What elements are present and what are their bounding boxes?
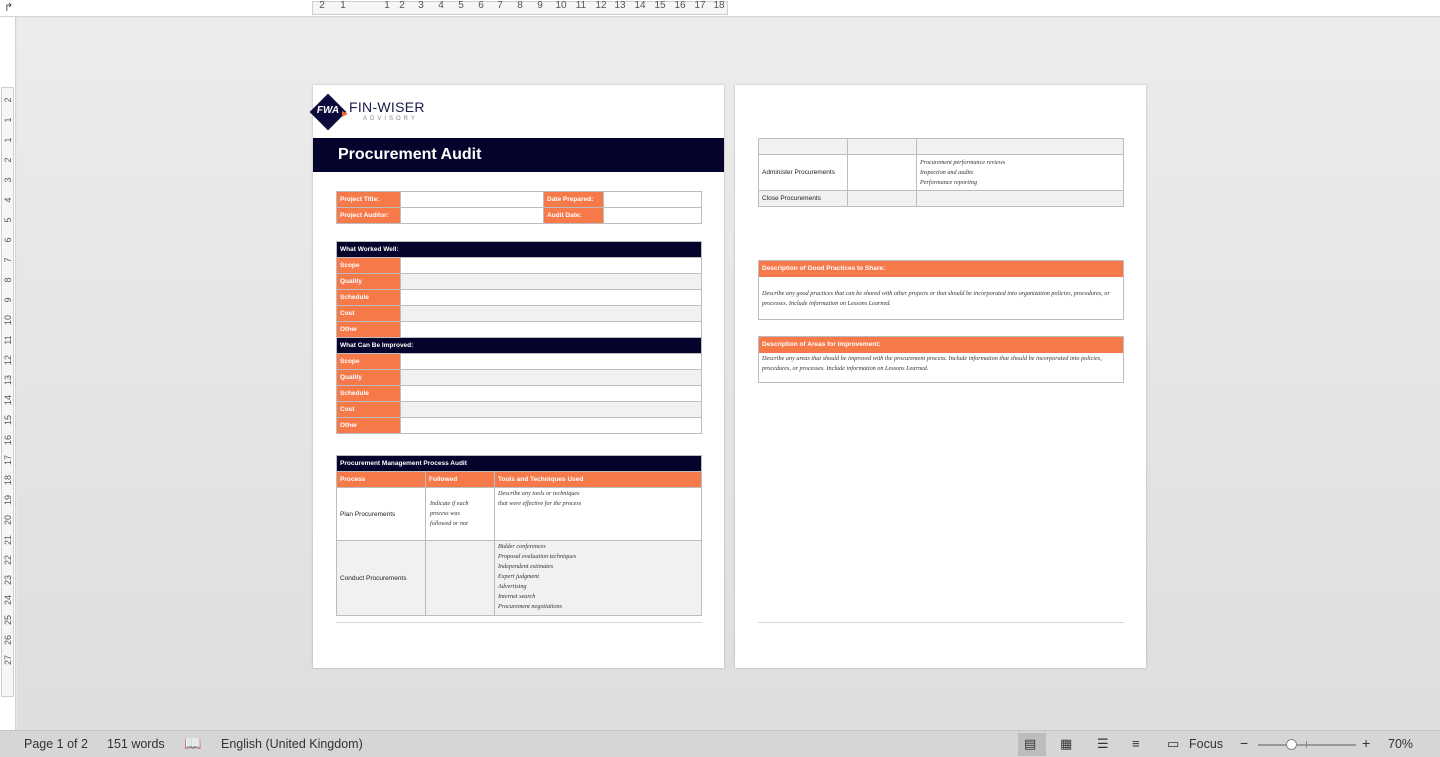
row-label: Scope (337, 354, 401, 370)
status-bar (0, 730, 1440, 757)
worked-well-header: What Worked Well: (337, 242, 702, 258)
zoom-slider-knob[interactable] (1286, 739, 1297, 750)
vertical-ruler-number: 20 (3, 515, 13, 526)
table-row (337, 322, 702, 338)
ruler-number: 17 (694, 0, 706, 11)
cell-line: Bidder conferences (498, 543, 546, 550)
tab-selector-icon[interactable]: ↱ (4, 2, 14, 14)
vertical-ruler-number: 17 (3, 455, 13, 466)
logo-subtitle: ADVISORY (363, 116, 418, 122)
document-page-1[interactable] (313, 85, 724, 668)
table-row (759, 191, 1124, 207)
ruler-number: 8 (517, 0, 523, 11)
vertical-ruler-number: 4 (3, 197, 13, 203)
vertical-ruler-number: 18 (3, 475, 13, 486)
row-label: Quality (337, 370, 401, 386)
table-row (337, 541, 702, 616)
vertical-ruler-number: 9 (3, 297, 13, 303)
process-name: Plan Procurements (337, 488, 426, 541)
vertical-ruler-number: 15 (3, 415, 13, 426)
zoom-in-button[interactable]: + (1362, 735, 1371, 751)
followed-cell[interactable] (426, 541, 495, 616)
col-process: Process (337, 472, 426, 488)
vertical-ruler-number: 10 (3, 315, 13, 326)
good-practices-header: Description of Good Practices to Share: (759, 261, 1123, 277)
cell-line: Inspection and audits (920, 168, 974, 176)
project-info-table (336, 191, 702, 224)
row-input-cell[interactable] (401, 290, 702, 306)
row-label: Other (337, 322, 401, 338)
cell-line: Indicate if each (430, 500, 469, 507)
logo-mark-text: FWA (316, 105, 340, 116)
row-input-cell[interactable] (401, 306, 702, 322)
vertical-ruler-number: 13 (3, 375, 13, 386)
footer-line (758, 622, 1124, 623)
table-row (337, 386, 702, 402)
ruler-number: 13 (614, 0, 626, 11)
ruler-number: 14 (634, 0, 646, 11)
vertical-ruler-number: 3 (3, 177, 13, 183)
good-practices-section (758, 260, 1124, 320)
improvement-body[interactable]: Describe any areas that should be improved with the procurement process. Include information that should be incorporated into policies, procedures, or processes. Include information on Lessons Learned. (762, 355, 1102, 372)
document-title: Procurement Audit (313, 138, 724, 172)
page-count[interactable]: Page 1 of 2 (24, 737, 88, 751)
proofing-icon[interactable]: 📖 (184, 735, 202, 751)
table-row (337, 290, 702, 306)
row-input-cell[interactable] (401, 322, 702, 338)
ruler-number: 1 (384, 0, 390, 11)
zoom-slider-track[interactable] (1258, 744, 1356, 746)
project-title-field[interactable] (401, 192, 544, 208)
ruler-number: 16 (674, 0, 686, 11)
tools-cell[interactable] (495, 488, 702, 541)
cell-line: that were effective for the process (498, 500, 582, 507)
table-row (759, 155, 1124, 191)
company-logo (313, 97, 453, 127)
focus-icon[interactable]: ▭ (1167, 736, 1180, 751)
cell-line: followed or not (430, 520, 468, 527)
cell-line: Performance reporting (920, 178, 977, 186)
project-title-label: Project Title: (337, 192, 401, 208)
cell-line: Internet search (498, 593, 536, 600)
row-label: Other (337, 418, 401, 434)
logo-arrow-icon (342, 111, 348, 117)
process-name (759, 139, 848, 155)
focus-button[interactable]: Focus (1189, 737, 1224, 751)
ruler-number: 2 (319, 0, 325, 11)
project-auditor-label: Project Auditor: (337, 208, 401, 224)
project-auditor-field[interactable] (401, 208, 544, 224)
table-row (337, 258, 702, 274)
row-input-cell[interactable] (401, 402, 702, 418)
audit-date-label: Audit Date: (544, 208, 604, 224)
improved-header: What Can Be Improved: (337, 338, 702, 354)
cell-line: Procurement performance reviews (920, 158, 1006, 166)
footer-line (336, 622, 702, 623)
table-row (337, 274, 702, 290)
audit-date-field[interactable] (604, 208, 702, 224)
vertical-ruler-number: 8 (3, 277, 13, 283)
logo-name: FIN-WISER (349, 99, 425, 115)
process-audit-header: Procurement Management Process Audit (337, 456, 702, 472)
date-prepared-field[interactable] (604, 192, 702, 208)
vertical-ruler-number: 5 (3, 217, 13, 223)
language-indicator[interactable]: English (United Kingdom) (221, 737, 363, 751)
vertical-ruler-number: 14 (3, 395, 13, 406)
row-label: Schedule (337, 386, 401, 402)
ruler-number: 18 (713, 0, 725, 11)
col-tools: Tools and Techniques Used (495, 472, 702, 488)
row-input-cell[interactable] (401, 386, 702, 402)
vertical-ruler-number: 21 (3, 535, 13, 546)
zoom-level[interactable]: 70% (1388, 737, 1414, 751)
followed-cell[interactable] (848, 191, 917, 207)
process-name: Administer Procurements (759, 155, 848, 191)
cell-line: Independent estimates (498, 563, 554, 570)
tools-cell[interactable] (495, 541, 702, 616)
row-label: Cost (337, 402, 401, 418)
followed-cell[interactable] (848, 155, 917, 191)
draft-view-icon[interactable]: ≡ (1132, 736, 1140, 751)
row-input-cell[interactable] (401, 370, 702, 386)
vertical-ruler-number: 1 (3, 117, 13, 123)
table-row (337, 306, 702, 322)
cell-line: Expert judgment (498, 573, 540, 580)
improvement-section (758, 336, 1124, 383)
process-audit-table-continued (758, 138, 1124, 207)
ruler-number: 1 (340, 0, 346, 11)
web-layout-icon[interactable]: ▦ (1060, 736, 1073, 751)
horizontal-ruler[interactable] (0, 0, 1440, 17)
process-name: Close Procurements (759, 191, 848, 207)
followed-cell[interactable] (426, 488, 495, 541)
followed-cell[interactable] (848, 139, 917, 155)
table-row (337, 418, 702, 434)
process-name: Conduct Procurements (337, 541, 426, 616)
row-label: Cost (337, 306, 401, 322)
ruler-number: 9 (537, 0, 543, 11)
ruler-number: 6 (478, 0, 484, 11)
row-input-cell[interactable] (401, 274, 702, 290)
table-row (759, 139, 1124, 155)
row-label: Schedule (337, 290, 401, 306)
table-row (337, 488, 702, 541)
cell-line: Advertising (498, 583, 527, 590)
vertical-ruler-number: 1 (3, 137, 13, 143)
good-practices-body[interactable]: Describe any good practices that can be shared with other projects or that should be incorporated into organization policies, procedures, or processes. Include information on Lessons Learned. (762, 290, 1110, 307)
row-input-cell[interactable] (401, 354, 702, 370)
row-input-cell[interactable] (401, 258, 702, 274)
table-row (337, 370, 702, 386)
vertical-ruler-number: 26 (3, 635, 13, 646)
process-audit-table (336, 455, 702, 616)
ruler-number: 12 (595, 0, 607, 11)
document-page-2[interactable] (735, 85, 1146, 668)
vertical-ruler-number: 7 (3, 257, 13, 263)
outline-view-icon[interactable]: ☰ (1097, 736, 1109, 751)
vertical-ruler-number: 12 (3, 355, 13, 366)
vertical-ruler-number: 6 (3, 237, 13, 243)
improvement-header: Description of Areas for Improvement: (759, 337, 1123, 353)
ruler-number: 4 (438, 0, 444, 11)
vertical-ruler-number: 25 (3, 615, 13, 626)
vertical-ruler[interactable] (0, 17, 16, 730)
worked-improved-table (336, 241, 702, 434)
print-layout-icon: ▤ (1024, 736, 1037, 751)
ruler-number: 2 (399, 0, 405, 11)
vertical-ruler-number: 27 (3, 655, 13, 666)
vertical-ruler-number: 2 (3, 97, 13, 103)
table-row (337, 354, 702, 370)
row-label: Scope (337, 258, 401, 274)
row-label: Quality (337, 274, 401, 290)
ruler-number: 10 (555, 0, 567, 11)
vertical-ruler-number: 2 (3, 157, 13, 163)
tools-cell[interactable] (917, 155, 1124, 191)
vertical-ruler-number: 22 (3, 555, 13, 566)
ruler-number: 7 (497, 0, 503, 11)
word-count[interactable]: 151 words (107, 737, 165, 751)
ruler-number: 11 (575, 0, 587, 11)
row-input-cell[interactable] (401, 418, 702, 434)
table-row (337, 402, 702, 418)
ruler-number: 3 (418, 0, 424, 11)
date-prepared-label: Date Prepared: (544, 192, 604, 208)
col-followed: Followed (426, 472, 495, 488)
vertical-ruler-number: 16 (3, 435, 13, 446)
ruler-number: 5 (458, 0, 464, 11)
zoom-out-button[interactable]: − (1240, 735, 1249, 751)
vertical-ruler-number: 19 (3, 495, 13, 506)
ruler-number: 15 (654, 0, 666, 11)
cell-line: Procurement negotiations (498, 603, 562, 610)
vertical-ruler-number: 23 (3, 575, 13, 586)
cell-line: Describe any tools or techniques (498, 490, 580, 497)
zoom-slider-midmark (1306, 741, 1307, 748)
vertical-ruler-number: 11 (3, 335, 13, 345)
document-canvas[interactable] (17, 18, 1440, 730)
cell-line: process was (430, 510, 460, 517)
vertical-ruler-number: 24 (3, 595, 13, 606)
cell-line: Proposal evaluation techniques (498, 553, 577, 560)
tools-cell[interactable] (917, 139, 1124, 155)
tools-cell[interactable] (917, 191, 1124, 207)
